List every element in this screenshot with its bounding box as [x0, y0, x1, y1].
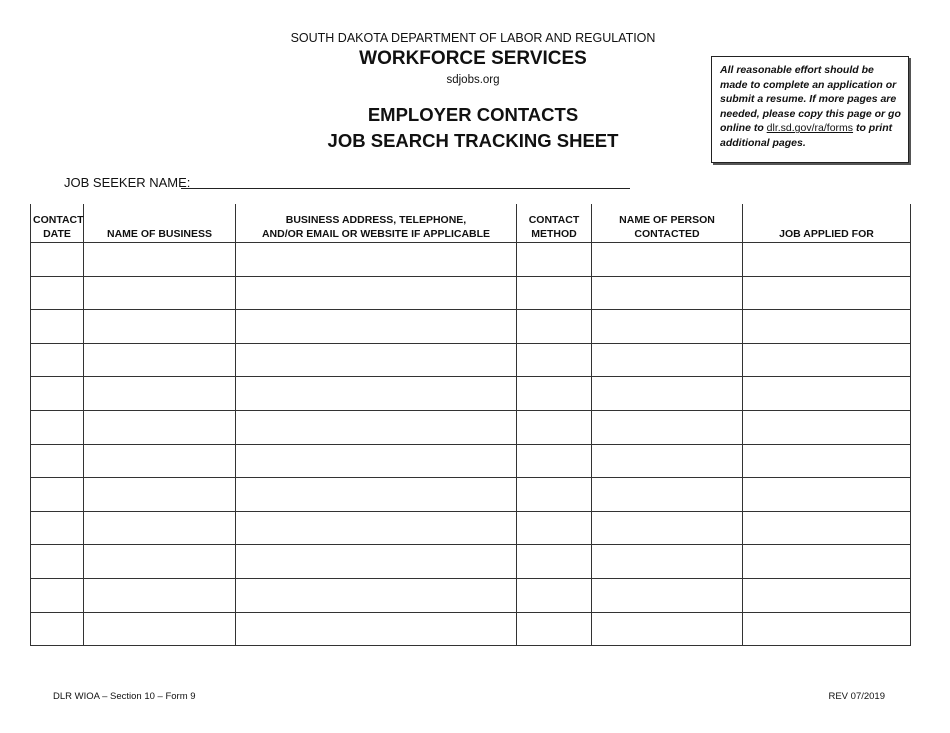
col-header-person-contacted: NAME OF PERSON CONTACTED: [592, 204, 743, 243]
cell-contact-date[interactable]: [31, 578, 84, 612]
cell-business-address[interactable]: [236, 578, 517, 612]
cell-person-contacted[interactable]: [592, 276, 743, 310]
cell-business-name[interactable]: [84, 444, 236, 478]
col-header-business-address: BUSINESS ADDRESS, TELEPHONE, AND/OR EMAIL OR WEBSITE IF APPLICABLE: [236, 204, 517, 243]
cell-person-contacted[interactable]: [592, 343, 743, 377]
form-title-line1: EMPLOYER CONTACTS: [367, 104, 579, 125]
table-body: [31, 243, 911, 646]
notice-box: [711, 56, 909, 163]
cell-business-name[interactable]: [84, 243, 236, 277]
cell-contact-date[interactable]: [31, 243, 84, 277]
department-name: SOUTH DAKOTA DEPARTMENT OF LABOR AND REGULATION: [290, 31, 656, 45]
cell-business-address[interactable]: [236, 343, 517, 377]
cell-job-applied[interactable]: [743, 511, 911, 545]
cell-business-name[interactable]: [84, 545, 236, 579]
cell-business-address[interactable]: [236, 612, 517, 646]
cell-contact-date[interactable]: [31, 377, 84, 411]
website-text: sdjobs.org: [446, 74, 500, 86]
table-row: [31, 243, 911, 277]
forms-link[interactable]: dlr.sd.gov/ra/forms: [766, 122, 854, 135]
cell-person-contacted[interactable]: [592, 410, 743, 444]
cell-business-name[interactable]: [84, 310, 236, 344]
contact-log-table: [30, 204, 911, 646]
notice-text-end: to print additional pages.: [720, 122, 893, 149]
cell-contact-date[interactable]: [31, 478, 84, 512]
cell-business-address[interactable]: [236, 511, 517, 545]
cell-contact-method[interactable]: [517, 478, 592, 512]
cell-job-applied[interactable]: [743, 612, 911, 646]
cell-business-name[interactable]: [84, 410, 236, 444]
cell-person-contacted[interactable]: [592, 545, 743, 579]
table-row: [31, 444, 911, 478]
cell-business-address[interactable]: [236, 377, 517, 411]
col-header-business-name: NAME OF BUSINESS: [84, 204, 236, 243]
cell-business-name[interactable]: [84, 511, 236, 545]
cell-contact-date[interactable]: [31, 276, 84, 310]
cell-person-contacted[interactable]: [592, 377, 743, 411]
cell-person-contacted[interactable]: [592, 310, 743, 344]
cell-person-contacted[interactable]: [592, 444, 743, 478]
table-row: [31, 478, 911, 512]
cell-contact-method[interactable]: [517, 243, 592, 277]
cell-business-address[interactable]: [236, 310, 517, 344]
table-row: [31, 511, 911, 545]
cell-business-address[interactable]: [236, 410, 517, 444]
cell-job-applied[interactable]: [743, 243, 911, 277]
cell-job-applied[interactable]: [743, 276, 911, 310]
cell-business-address[interactable]: [236, 243, 517, 277]
table-row: [31, 578, 911, 612]
cell-person-contacted[interactable]: [592, 478, 743, 512]
cell-business-address[interactable]: [236, 478, 517, 512]
cell-job-applied[interactable]: [743, 343, 911, 377]
cell-contact-method[interactable]: [517, 276, 592, 310]
cell-contact-method[interactable]: [517, 410, 592, 444]
table-row: [31, 410, 911, 444]
cell-contact-date[interactable]: [31, 612, 84, 646]
cell-job-applied[interactable]: [743, 545, 911, 579]
cell-contact-method[interactable]: [517, 343, 592, 377]
table-row: [31, 377, 911, 411]
cell-contact-date[interactable]: [31, 310, 84, 344]
cell-business-address[interactable]: [236, 276, 517, 310]
cell-contact-method[interactable]: [517, 377, 592, 411]
cell-contact-method[interactable]: [517, 545, 592, 579]
col-header-contact-date: CONTACT DATE: [31, 204, 84, 243]
table-row: [31, 276, 911, 310]
cell-job-applied[interactable]: [743, 478, 911, 512]
cell-contact-method[interactable]: [517, 444, 592, 478]
cell-person-contacted[interactable]: [592, 243, 743, 277]
cell-business-name[interactable]: [84, 343, 236, 377]
cell-person-contacted[interactable]: [592, 511, 743, 545]
cell-business-name[interactable]: [84, 578, 236, 612]
job-seeker-name-field[interactable]: [181, 188, 630, 189]
cell-job-applied[interactable]: [743, 444, 911, 478]
cell-business-name[interactable]: [84, 276, 236, 310]
col-header-job-applied: JOB APPLIED FOR: [743, 204, 911, 243]
col-header-contact-method: CONTACT METHOD: [517, 204, 592, 243]
cell-job-applied[interactable]: [743, 410, 911, 444]
cell-job-applied[interactable]: [743, 310, 911, 344]
table-row: [31, 310, 911, 344]
cell-business-address[interactable]: [236, 444, 517, 478]
cell-contact-date[interactable]: [31, 545, 84, 579]
cell-business-name[interactable]: [84, 377, 236, 411]
table-row: [31, 343, 911, 377]
cell-contact-method[interactable]: [517, 511, 592, 545]
form-title-line2: JOB SEARCH TRACKING SHEET: [327, 130, 619, 151]
form-id: DLR WIOA – Section 10 – Form 9: [53, 691, 196, 702]
table-row: [31, 545, 911, 579]
cell-person-contacted[interactable]: [592, 578, 743, 612]
cell-contact-method[interactable]: [517, 310, 592, 344]
cell-job-applied[interactable]: [743, 578, 911, 612]
cell-contact-date[interactable]: [31, 511, 84, 545]
notice-text: All reasonable effort should be made to complete an application or submit a resume. If more pages are needed, please copy this page or go online to: [720, 64, 901, 135]
cell-job-applied[interactable]: [743, 377, 911, 411]
job-seeker-label: JOB SEEKER NAME:: [64, 175, 191, 190]
table-header-row: [31, 204, 911, 243]
cell-business-name[interactable]: [84, 612, 236, 646]
table-row: [31, 612, 911, 646]
cell-contact-date[interactable]: [31, 410, 84, 444]
cell-person-contacted[interactable]: [592, 612, 743, 646]
cell-business-address[interactable]: [236, 545, 517, 579]
cell-contact-date[interactable]: [31, 444, 84, 478]
cell-business-name[interactable]: [84, 478, 236, 512]
cell-contact-method[interactable]: [517, 578, 592, 612]
revision-date: REV 07/2019: [828, 691, 885, 702]
cell-contact-date[interactable]: [31, 343, 84, 377]
division-title: WORKFORCE SERVICES: [359, 48, 587, 69]
cell-contact-method[interactable]: [517, 612, 592, 646]
